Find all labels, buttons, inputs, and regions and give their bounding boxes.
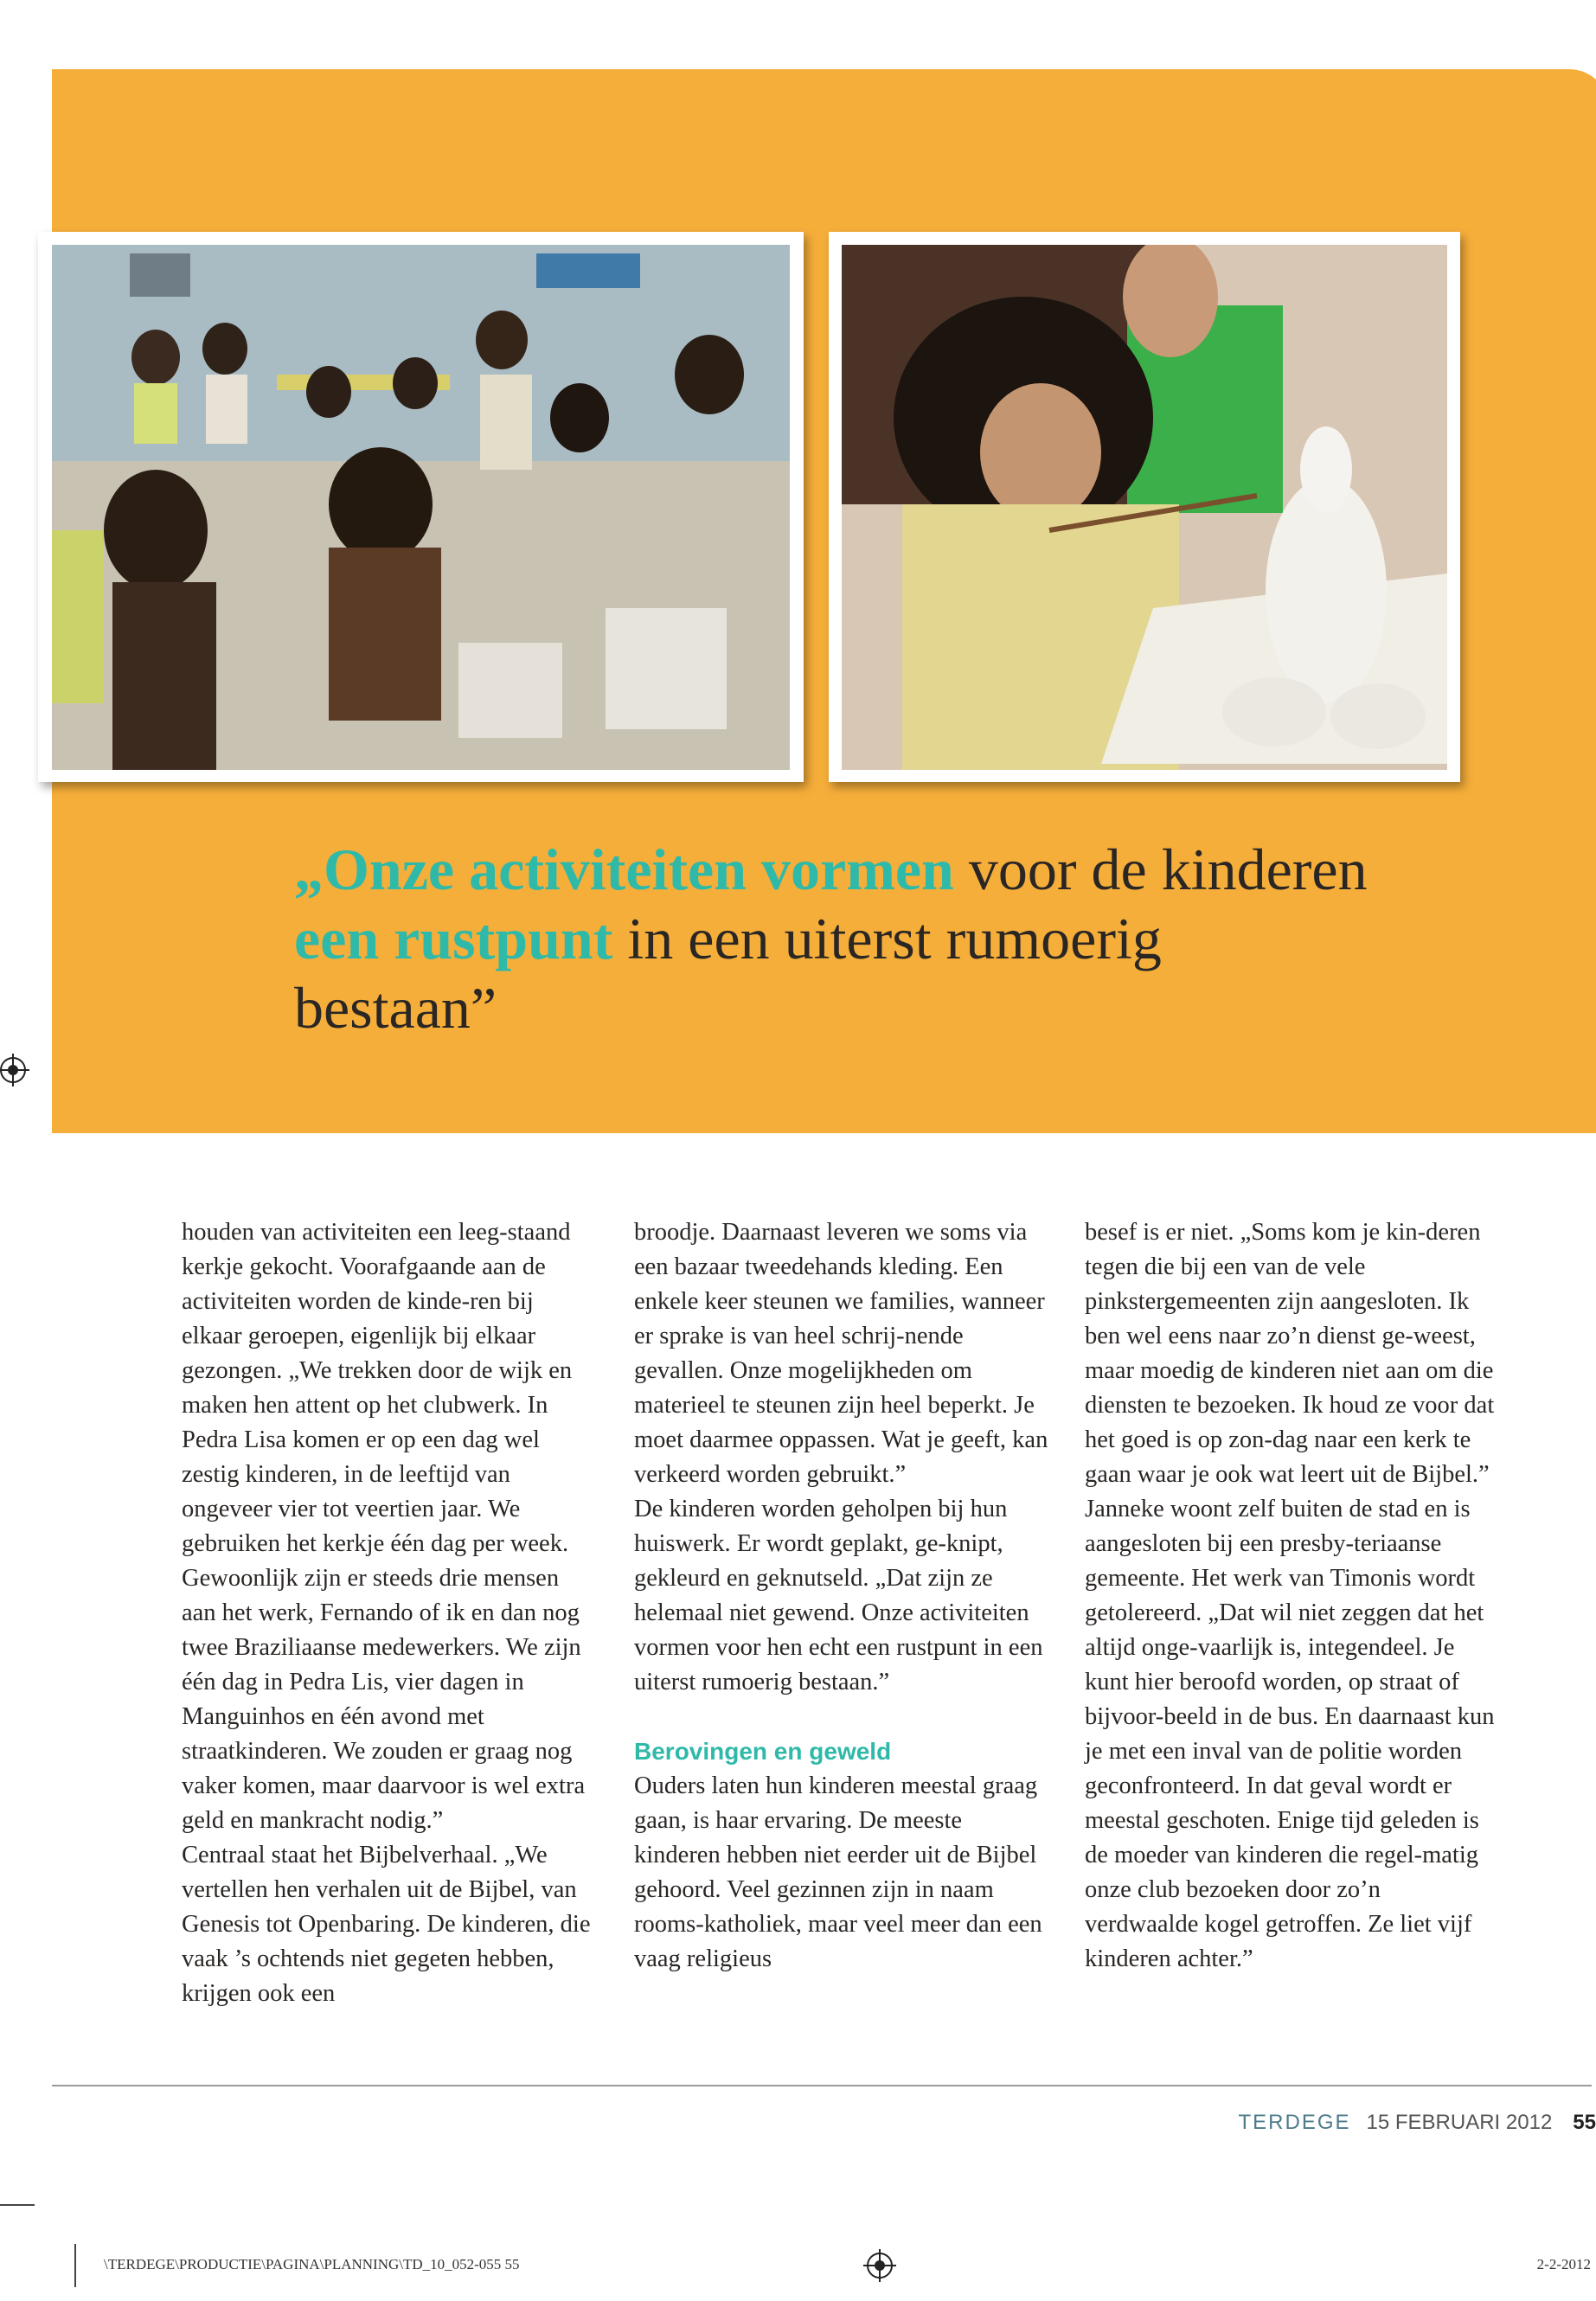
magazine-brand: TERDEGE bbox=[1238, 2111, 1351, 2134]
paragraph: houden van activiteiten een leeg-staand kerkje gekocht. Voorafgaande aan de activiteiten worden de kinde-ren bij elkaar geroepen, eigenlijk bij elkaar gezongen. „We trekken door de wijk en maken hen attent op het clubwerk. In Pedra Lisa komen er op een dag wel zestig kinderen, in de leeftijd van ongeveer vier tot veertien jaar. We gebruiken het kerkje één dag per week. Gewoonlijk zijn er steeds drie mensen aan het werk, Fernando of ik en dan nog twee Braziliaanse medewerkers. We zijn één dag in Pedra Lis, vier dagen in Manguinhos en één avond met straatkinderen. We zouden er graag nog vaker komen, maar daarvoor is wel extra geld en mankracht nodig.” bbox=[182, 1219, 586, 1834]
photo-children-seated bbox=[52, 245, 790, 770]
registration-mark-icon bbox=[867, 2253, 893, 2279]
painting-photo-illustration bbox=[842, 245, 1447, 770]
photo-girl-painting bbox=[829, 232, 1460, 782]
pull-quote-highlight-2: een rustpunt bbox=[294, 906, 613, 971]
issue-date: 15 FEBRUARI 2012 bbox=[1366, 2111, 1553, 2134]
paragraph: De kinderen worden geholpen bij hun huiswerk. Er wordt geplakt, ge-knipt, gekleurd en geknutseld. „Dat zijn ze helemaal niet gewend. Onze activiteiten vormen voor hen echt een rustpunt in een uiterst rumoerig bestaan.” bbox=[634, 1496, 1043, 1695]
paragraph: besef is er niet. „Soms kom je kin-deren tegen die bij een van de vele pinkstergemeenten zijn aangesloten. Ik ben wel eens naar zo’n dienst ge-weest, maar moedig de kinderen niet aan om die diensten te bezoeken. Ik houd ze voor dat het goed is op zon-dag naar een kerk te gaan waar je ook wat leert uit de Bijbel.” bbox=[1085, 1219, 1495, 1488]
registration-mark-icon bbox=[0, 1057, 26, 1083]
pull-quote bbox=[294, 835, 1375, 1042]
photo-children-group bbox=[38, 232, 804, 782]
footer-rule bbox=[52, 2085, 1592, 2086]
pull-quote-text-2: in een uiterst rumoerig bestaan” bbox=[294, 906, 1162, 1041]
paragraph: Janneke woont zelf buiten de stad en is aangesloten bij een presby-teriaanse gemeente. Het werk van Timonis wordt getolereerd. „Dat wil niet zeggen dat het altijd onge-vaarlijk is, integendeel. Je kunt hier beroofd worden, op straat of bijvoor-beeld in de bus. En daarnaast kun je met een inval van de politie worden geconfronteerd. In dat geval wordt er meestal geschoten. Enige tijd geleden is de moeder van kinderen die regel-matig onze club bezoeken door zo’n verdwaalde kogel getroffen. Ze liet vijf kinderen achter.” bbox=[1085, 1496, 1495, 1972]
page-footer bbox=[1239, 2111, 1596, 2135]
children-photo-illustration bbox=[52, 245, 790, 770]
pull-quote-text-1: voor de kinderen bbox=[953, 836, 1368, 902]
photo-girl-painting-figurine bbox=[842, 245, 1447, 770]
section-subheading: Berovingen en geweld bbox=[634, 1738, 892, 1765]
article-column-1 bbox=[182, 1215, 597, 2011]
paragraph: broodje. Daarnaast leveren we soms via een bazaar tweedehands kleding. Een enkele keer steunen we families, wanneer er sprake is van heel schrij-nende gevallen. Onze mogelijkheden om materieel te steunen zijn heel beperkt. Je moet daarmee oppassen. Wat je geeft, kan verkeerd worden gebruikt.” bbox=[634, 1219, 1048, 1488]
page-number: 55 bbox=[1573, 2111, 1596, 2134]
print-slug-date: 2-2-2012 bbox=[1536, 2256, 1591, 2272]
pull-quote-highlight-1: „Onze activiteiten vormen bbox=[294, 836, 954, 902]
paragraph: Centraal staat het Bijbelverhaal. „We vertellen hen verhalen uit de Bijbel, van Genesis tot Openbaring. De kinderen, die vaak ’s ochtends niet gegeten hebben, krijgen ook een bbox=[182, 1842, 591, 2007]
print-slug-path: \TERDEGE\PRODUCTIE\PAGINA\PLANNING\TD_10_052-055 55 bbox=[104, 2256, 520, 2272]
paragraph: Ouders laten hun kinderen meestal graag gaan, is haar ervaring. De meeste kinderen hebben niet eerder uit de Bijbel gehoord. Veel gezinnen zijn in naam rooms-katholiek, maar veel meer dan een vaag religieus bbox=[634, 1772, 1042, 1972]
article-column-3 bbox=[1085, 1215, 1500, 1977]
crop-mark bbox=[0, 2204, 35, 2206]
crop-mark bbox=[74, 2244, 76, 2287]
article-column-2 bbox=[634, 1215, 1049, 1977]
